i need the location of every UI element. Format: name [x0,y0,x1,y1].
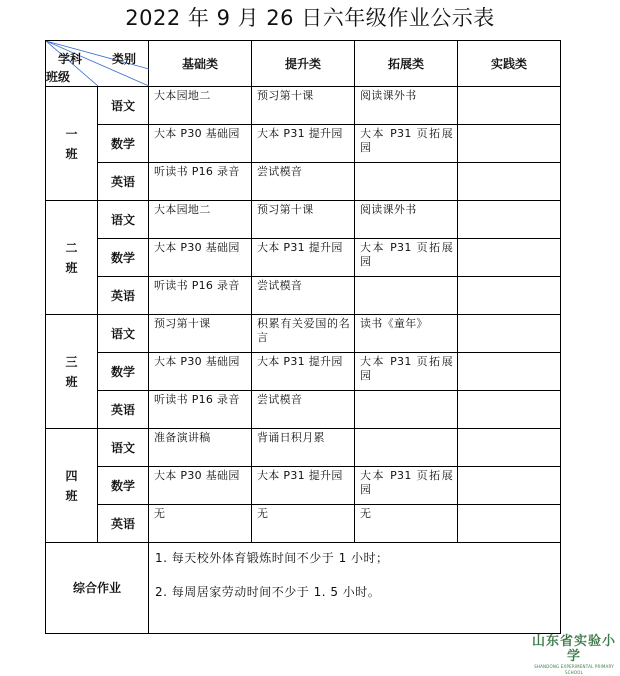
table-row [46,467,561,505]
table-row [46,505,561,543]
page-title: 2022 年 9 月 26 日六年级作业公示表 [125,6,495,30]
subject-cell: 英语 [98,391,149,429]
basic-task-cell: 听读书 P16 录音 [149,163,252,201]
comprehensive-label: 综合作业 [46,543,149,634]
subject-cell: 英语 [98,277,149,315]
extended-task-cell: 大本 P31 页拓展园 [355,353,458,391]
comprehensive-item: 2. 每周居家劳动时间不少于 1. 5 小时。 [155,585,381,599]
practice-task-cell [458,467,561,505]
table-row [46,201,561,239]
subject-cell: 数学 [98,125,149,163]
col-header-extended: 拓展类 [355,41,458,87]
practice-task-cell [458,87,561,125]
subject-cell: 英语 [98,505,149,543]
class-name-cell [46,315,98,429]
extended-task-cell: 阅读课外书 [355,201,458,239]
table-row [46,87,561,125]
corner-header-cell [46,41,149,87]
table-row [46,353,561,391]
practice-task-cell [458,277,561,315]
extended-task-cell: 阅读课外书 [355,87,458,125]
practice-task-cell [458,429,561,467]
subject-cell: 数学 [98,467,149,505]
comprehensive-item: 1. 每天校外体育锻炼时间不少于 1 小时； [155,551,389,565]
comprehensive-row [46,543,561,634]
advanced-task-cell: 尝试模音 [252,163,355,201]
basic-task-cell: 听读书 P16 录音 [149,391,252,429]
col-header-advanced: 提升类 [252,41,355,87]
subject-cell: 数学 [98,239,149,277]
basic-task-cell: 听读书 P16 录音 [149,277,252,315]
practice-task-cell [458,239,561,277]
advanced-task-cell: 尝试模音 [252,391,355,429]
homework-table [45,40,561,634]
advanced-task-cell: 大本 P31 提升园 [252,125,355,163]
subject-cell: 语文 [98,201,149,239]
extended-task-cell [355,429,458,467]
practice-task-cell [458,315,561,353]
extended-task-cell [355,277,458,315]
class-name-cell [46,201,98,315]
advanced-task-cell: 尝试模音 [252,277,355,315]
advanced-task-cell: 背诵日积月累 [252,429,355,467]
class-name: 四班 [65,468,78,503]
corner-label-class: 班级 [46,70,71,84]
subject-cell: 语文 [98,315,149,353]
table-row [46,239,561,277]
advanced-task-cell: 积累有关爱国的名言 [252,315,355,353]
basic-task-cell: 大本 P30 基础园 [149,467,252,505]
extended-task-cell: 读书《童年》 [355,315,458,353]
advanced-task-cell: 大本 P31 提升园 [252,467,355,505]
extended-task-cell: 大本 P31 页拓展园 [355,125,458,163]
basic-task-cell: 大本 P30 基础园 [149,125,252,163]
class-name: 一班 [65,126,78,161]
table-row [46,391,561,429]
corner-label-type: 类别 [112,52,137,66]
basic-task-cell: 大本园地二 [149,87,252,125]
table-row [46,315,561,353]
basic-task-cell: 大本园地二 [149,201,252,239]
basic-task-cell: 大本 P30 基础园 [149,239,252,277]
practice-task-cell [458,505,561,543]
subject-cell: 数学 [98,353,149,391]
advanced-task-cell: 无 [252,505,355,543]
advanced-task-cell: 大本 P31 提升园 [252,353,355,391]
class-name-cell [46,87,98,201]
table-row [46,277,561,315]
basic-task-cell: 预习第十课 [149,315,252,353]
col-header-basic: 基础类 [149,41,252,87]
extended-task-cell: 无 [355,505,458,543]
col-header-practice: 实践类 [458,41,561,87]
subject-cell: 英语 [98,163,149,201]
class-name: 二班 [65,240,78,275]
header-row [46,41,561,87]
practice-task-cell [458,125,561,163]
advanced-task-cell: 预习第十课 [252,87,355,125]
basic-task-cell: 大本 P30 基础园 [149,353,252,391]
extended-task-cell: 大本 P31 页拓展园 [355,239,458,277]
table-row [46,125,561,163]
extended-task-cell: 大本 P31 页拓展园 [355,467,458,505]
subject-cell: 语文 [98,429,149,467]
class-name-cell [46,429,98,543]
advanced-task-cell: 大本 P31 提升园 [252,239,355,277]
table-row [46,163,561,201]
extended-task-cell [355,163,458,201]
practice-task-cell [458,391,561,429]
subject-cell: 语文 [98,87,149,125]
basic-task-cell: 准备演讲稿 [149,429,252,467]
class-name: 三班 [65,354,78,389]
corner-label-subject: 学科 [58,52,83,66]
school-logo: 山东省实验小学 SHANDONG EXPERIMENTAL PRIMARY SCHOOL [531,634,616,675]
advanced-task-cell: 预习第十课 [252,201,355,239]
table-row [46,429,561,467]
practice-task-cell [458,163,561,201]
practice-task-cell [458,353,561,391]
extended-task-cell [355,391,458,429]
practice-task-cell [458,201,561,239]
basic-task-cell: 无 [149,505,252,543]
comprehensive-notes [149,543,561,634]
